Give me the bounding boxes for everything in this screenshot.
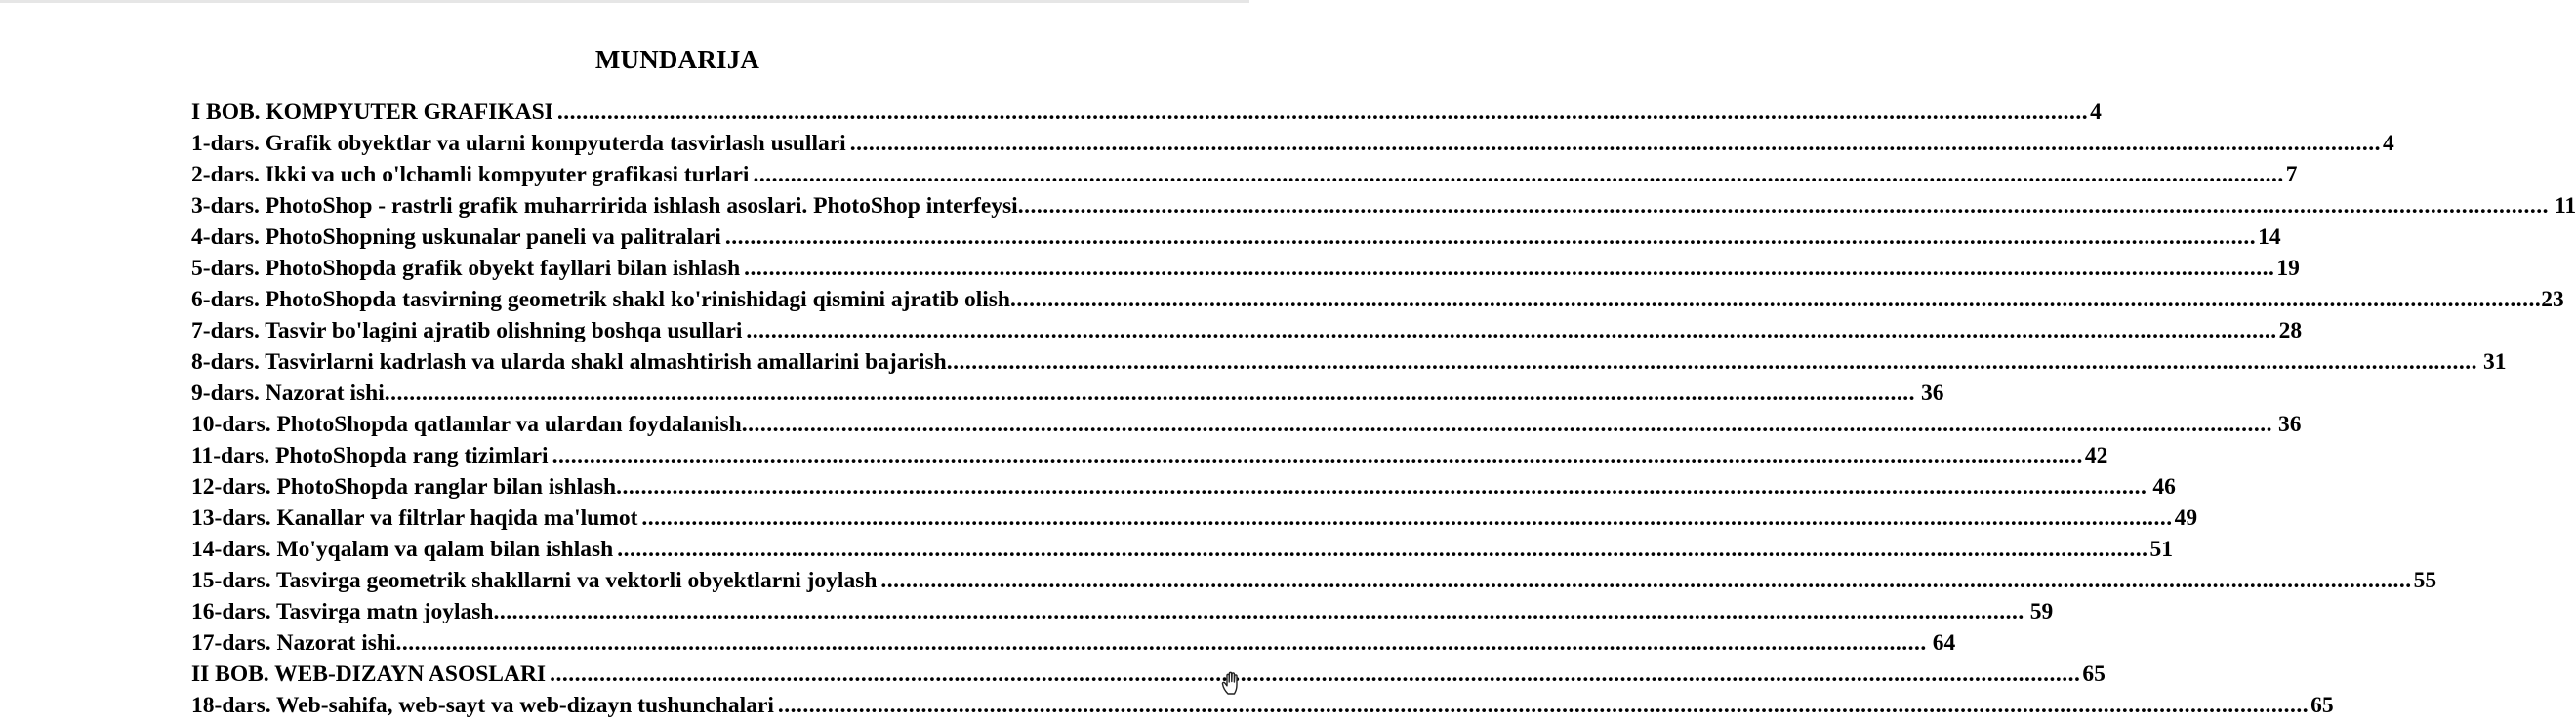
toc-entry[interactable]: [191, 474, 2176, 505]
toc-entry-text: 10-dars. PhotoShopda qatlamlar va ulardan foydalanish: [191, 412, 742, 437]
toc-leader-dots: [385, 381, 1915, 407]
toc-entry-text: 8-dars. Tasvirlarni kadrlash va ularda shakl almashtirish amallarini bajarish: [191, 349, 947, 375]
toc-entry-page: 31: [2482, 349, 2507, 375]
toc-entry-page: 4: [2090, 100, 2102, 125]
toc-entry[interactable]: [191, 381, 1944, 412]
toc-entry[interactable]: [191, 693, 2334, 724]
toc-entry-text: 11-dars. PhotoShopda rang tizimlari: [191, 443, 549, 468]
toc-leader-dots: [617, 537, 2147, 563]
toc-entry-page: 42: [2084, 443, 2108, 468]
toc-entry-page: 11: [2554, 193, 2576, 219]
toc-entry-page: 65: [2310, 693, 2334, 718]
toc-leader-dots: [557, 100, 2088, 126]
toc-entry-page: 59: [2029, 599, 2054, 624]
toc-entry-text: 2-dars. Ikki va uch o'lchamli kompyuter grafikasi turlari: [191, 162, 750, 187]
toc-entry-text: 4-dars. PhotoShopning uskunalar paneli va palitralari: [191, 224, 721, 250]
toc-entry-text: II BOB. WEB-DIZAYN ASOSLARI: [191, 662, 547, 687]
toc-leader-dots: [616, 474, 2147, 501]
toc-entry[interactable]: [191, 131, 2394, 162]
toc-entry-page: 36: [1921, 381, 1944, 406]
toc-leader-dots: [850, 131, 2381, 157]
toc-entry[interactable]: [191, 630, 1956, 662]
toc-entry-page: 64: [1932, 630, 1956, 656]
page-title: MUNDARIJA: [594, 45, 760, 74]
toc-entry-page: 28: [2278, 318, 2303, 343]
toc-entry[interactable]: [191, 599, 2054, 630]
toc-entry-page: 14: [2258, 224, 2281, 250]
toc-entry-page: 65: [2082, 662, 2106, 687]
toc-entry[interactable]: [191, 318, 2303, 349]
toc-entry-text: 6-dars. PhotoShopda tasvirning geometrik shakl ko'rinishidagi qismini ajratib olish: [191, 287, 1010, 312]
toc-entry-text: 14-dars. Mo'yqalam va qalam bilan ishlash: [191, 537, 614, 562]
toc-leader-dots: [552, 443, 2083, 469]
toc-entry[interactable]: [191, 287, 2564, 318]
toc-entry[interactable]: [191, 100, 2102, 131]
toc-leader-dots: [396, 630, 1927, 657]
toc-entry-page: 36: [2277, 412, 2302, 437]
toc-entry-page: 7: [2285, 162, 2298, 187]
toc-entry-text: 1-dars. Grafik obyektlar va ularni kompyuterda tasvirlash usullari: [191, 131, 846, 156]
toc-entry[interactable]: [191, 162, 2298, 193]
toc-entry-text: 5-dars. PhotoShopda grafik obyekt fayllari bilan ishlash: [191, 256, 741, 281]
toc-entry-text: 13-dars. Kanallar va filtrlar haqida ma'lumot: [191, 505, 638, 531]
toc-entry[interactable]: [191, 412, 2302, 443]
toc-leader-dots: [1010, 287, 2541, 313]
toc-entry-page: 55: [2413, 568, 2437, 593]
toc-entry-page: 51: [2149, 537, 2173, 562]
toc-entry-text: 18-dars. Web-sahifa, web-sayt va web-dizayn tushunchalari: [191, 693, 774, 718]
toc-entry-text: 7-dars. Tasvir bo'lagini ajratib olishning boshqa usullari: [191, 318, 743, 343]
toc-entry-page: 23: [2541, 287, 2564, 312]
toc-leader-dots: [742, 412, 2272, 438]
toc-leader-dots: [493, 599, 2024, 625]
toc-entry[interactable]: [191, 256, 2300, 287]
toc-leader-dots: [778, 693, 2309, 719]
top-divider: [0, 0, 1249, 3]
toc-leader-dots: [550, 662, 2080, 688]
toc-entry[interactable]: [191, 505, 2198, 537]
toc-entry-text: I BOB. KOMPYUTER GRAFIKASI: [191, 100, 553, 125]
toc-entry-page: 46: [2152, 474, 2176, 500]
hand-cursor-icon: [1219, 669, 1247, 697]
toc-leader-dots: [753, 162, 2283, 188]
toc-entry-text: 12-dars. PhotoShopda ranglar bilan ishlash: [191, 474, 617, 500]
toc-entry-text: 15-dars. Tasvirga geometrik shakllarni va vektorli obyektlarni joylash: [191, 568, 878, 593]
toc-entry[interactable]: [191, 662, 2106, 693]
toc-leader-dots: [641, 505, 2172, 532]
toc-entry-text: 16-dars. Tasvirga matn joylash: [191, 599, 494, 624]
toc-entry[interactable]: [191, 193, 2576, 224]
toc-entry-page: 19: [2276, 256, 2300, 281]
toc-entry-text: 17-dars. Nazorat ishi: [191, 630, 396, 656]
toc-leader-dots: [1018, 193, 2549, 220]
toc-leader-dots: [947, 349, 2477, 376]
toc-entry[interactable]: [191, 568, 2437, 599]
toc-entry-page: 4: [2382, 131, 2394, 156]
toc-leader-dots: [744, 256, 2274, 282]
toc-leader-dots: [725, 224, 2256, 251]
toc-entry-text: 9-dars. Nazorat ishi: [191, 381, 385, 406]
toc-entry-page: 49: [2174, 505, 2198, 531]
toc-leader-dots: [746, 318, 2276, 344]
toc-entry[interactable]: [191, 537, 2173, 568]
toc-leader-dots: [880, 568, 2411, 594]
toc-entry[interactable]: [191, 443, 2108, 474]
toc-entry[interactable]: [191, 224, 2281, 256]
toc-entry[interactable]: [191, 349, 2507, 381]
toc-entry-text: 3-dars. PhotoShop - rastrli grafik muharririda ishlash asoslari. PhotoShop interfeysi: [191, 193, 1018, 219]
